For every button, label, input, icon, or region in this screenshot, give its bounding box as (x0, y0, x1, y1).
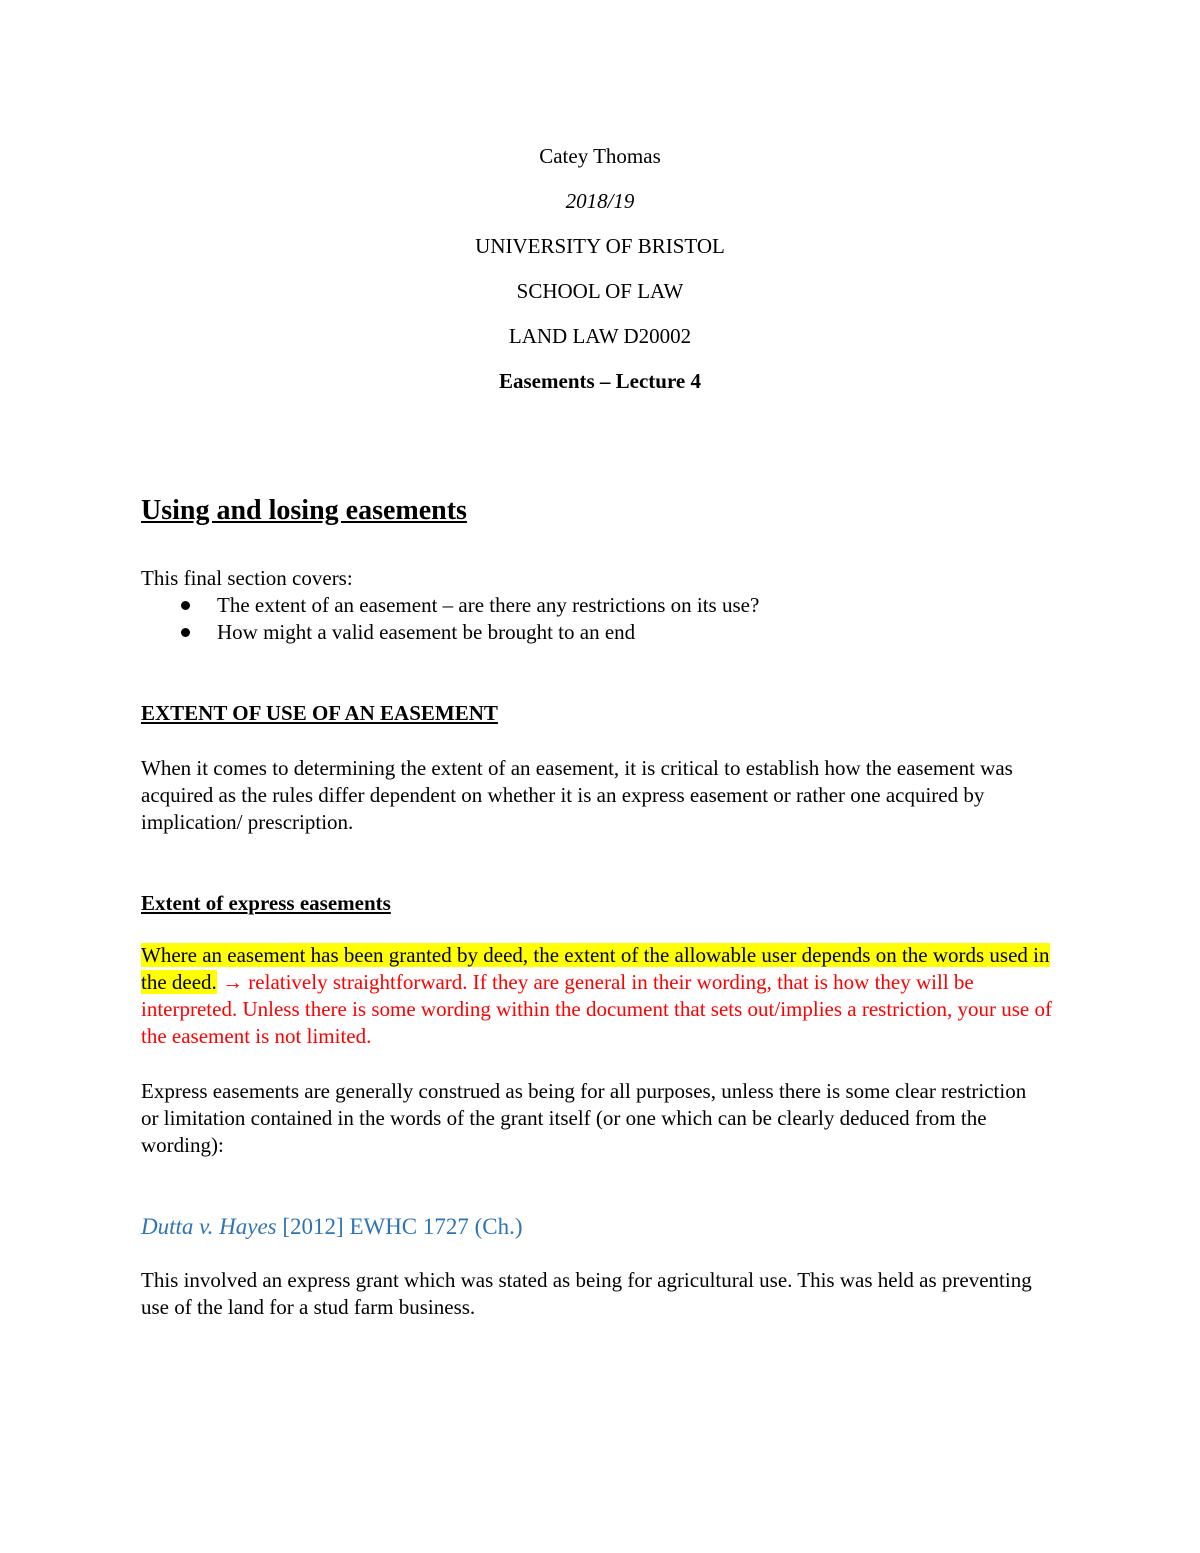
list-item-text: The extent of an easement – are there any restrictions on its use? (217, 593, 760, 617)
case-name: Dutta v. Hayes (141, 1214, 277, 1239)
bullet-icon (181, 601, 190, 610)
arrow-icon: → (222, 970, 244, 994)
express-rule-paragraph (141, 942, 1056, 1050)
case-description: This involved an express grant which was stated as being for agricultural use. This was held as preventing use of the land for a stud farm business. (141, 1268, 1032, 1319)
lecture-title: Easements – Lecture 4 (499, 369, 701, 393)
extent-heading: EXTENT OF USE OF AN EASEMENT (141, 701, 498, 725)
express-paragraph: Express easements are generally construed as being for all purposes, unless there is some clear restriction or limitation contained in the words of the grant itself (or one which can be clearly deduced from the wording): (141, 1079, 1027, 1157)
university-name: UNIVERSITY OF BRISTOL (475, 234, 725, 258)
highlighted-text: Where an easement has been granted by deed, the extent of the allowable user depends on the words used in the deed. (141, 943, 1050, 994)
author-name: Catey Thomas (539, 144, 661, 168)
extent-paragraph: When it comes to determining the extent of an easement, it is critical to establish how the easement was acquired as the rules differ dependent on whether it is an express easement or rather one acquired by implication/ prescription. (141, 756, 1013, 834)
express-heading: Extent of express easements (141, 891, 391, 915)
bullet-list (141, 592, 759, 646)
school-name: SCHOOL OF LAW (516, 279, 684, 303)
case-citation: [2012] EWHC 1727 (Ch.) (282, 1214, 523, 1239)
red-explanation: relatively straightforward. If they are general in their wording, that is how they will be interpreted. Unless there is some wording within the document that sets out/implies a restriction, your use of the easement is not limited. (141, 970, 1052, 1048)
module-code: LAND LAW D20002 (508, 324, 692, 348)
case-heading (141, 1212, 523, 1242)
list-item (141, 592, 759, 619)
list-item (141, 619, 759, 646)
bullet-icon (181, 628, 190, 637)
academic-year: 2018/19 (565, 189, 635, 213)
section-intro: This final section covers: (141, 566, 353, 590)
section-title: Using and losing easements (141, 495, 467, 526)
list-item-text: How might a valid easement be brought to an end (217, 620, 636, 644)
